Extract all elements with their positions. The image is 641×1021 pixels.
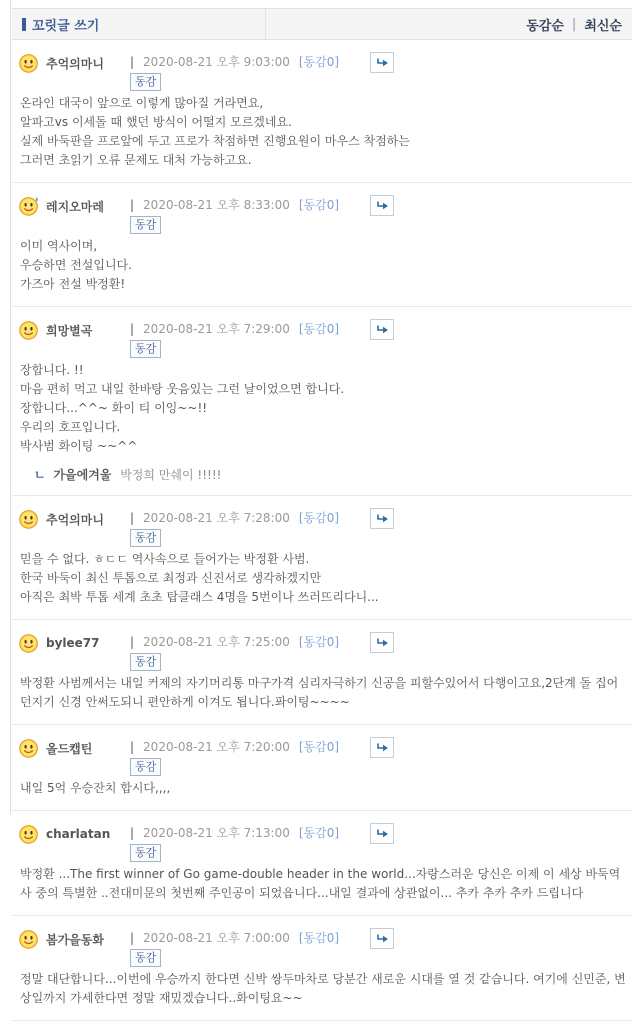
- comment-author[interactable]: 레지오마레: [46, 199, 104, 214]
- agree-count-label: [동감0]: [298, 635, 340, 649]
- meta-separator: |: [130, 930, 135, 945]
- smiley-sweat-icon: [18, 195, 40, 217]
- comment-date: 2020-08-21 오후 7:29:00: [143, 322, 290, 336]
- comment-date: 2020-08-21 오후 7:25:00: [143, 635, 290, 649]
- agree-button-row: [130, 216, 626, 234]
- comment-head: [18, 629, 626, 671]
- reply-arrow-icon: [376, 637, 389, 648]
- comment-date: 2020-08-21 오후 7:20:00: [143, 740, 290, 754]
- comment-author[interactable]: 추억의마니: [46, 512, 104, 527]
- meta-separator: |: [130, 54, 135, 69]
- agree-count-label: [동감0]: [298, 931, 340, 945]
- reply-arrow-icon: [376, 513, 389, 524]
- comment-author[interactable]: 올드캡틴: [46, 741, 93, 756]
- comment-identity: [18, 316, 130, 341]
- comment-identity: [18, 820, 130, 845]
- agree-count-label: [동감0]: [298, 198, 340, 212]
- agree-count-label: [동감0]: [298, 826, 340, 840]
- reply-button[interactable]: [370, 632, 394, 653]
- left-border-rule: [10, 0, 11, 814]
- comment-head: [18, 505, 626, 547]
- comment-header-bar: [12, 8, 632, 40]
- reply-arrow-icon: [376, 828, 389, 839]
- reply-arrow-icon: [376, 200, 389, 211]
- comment-text: 박정환 사범께서는 내일 커제의 자기머리통 마구가격 심리자극하기 신공을 피할수있어서 다행이고요,2단계 돌 집어던지기 신경 안써도되니 편안하게 이겨도 됩니다.퐈이팅~~~~: [20, 676, 619, 709]
- comment-date: 2020-08-21 오후 8:33:00: [143, 198, 290, 212]
- reply-button[interactable]: [370, 195, 394, 216]
- agree-button[interactable]: 동감: [130, 340, 161, 358]
- reply-author[interactable]: 가을에겨울: [53, 468, 112, 482]
- reply-button[interactable]: [370, 508, 394, 529]
- comment-head: [18, 925, 626, 967]
- agree-button-row: [130, 73, 626, 91]
- reply-button[interactable]: [370, 52, 394, 73]
- comment-item: [12, 811, 632, 916]
- agree-count-label: [동감0]: [298, 322, 340, 336]
- reply-indent-icon: ㄴ: [34, 468, 46, 482]
- comment-item: [12, 725, 632, 811]
- comment-text: 박정환 ...The first winner of Go game-double header in the world...자랑스러운 당신은 이제 이 세상 바둑역사 중의 특별한 ..전대미문의 첫번째 주인공이 되었읍니다...내일 결과에 상관없이... 추카 추카 추카 드립니다: [20, 867, 621, 900]
- comment-text: 믿을 수 없다. ㅎㄷㄷ 역사속으로 들어가는 박정환 사범. 한국 바둑이 최신 투톱으로 최정과 신진서로 생각하겠지만 아직은 최박 투톱 세계 초초 탑클래스 4명을 5번이나 쓰러뜨리다니...: [20, 552, 379, 604]
- comment-item: [12, 916, 632, 1021]
- reply-arrow-icon: [376, 742, 389, 753]
- comment-head: [18, 192, 626, 234]
- comment-item: [12, 40, 632, 183]
- meta-separator: |: [130, 634, 135, 649]
- agree-count-label: [동감0]: [298, 740, 340, 754]
- comment-head: [18, 734, 626, 776]
- comment-head: [18, 316, 626, 358]
- smiley-icon: [18, 928, 40, 950]
- comment-author[interactable]: 희망별곡: [46, 323, 93, 338]
- agree-button[interactable]: 동감: [130, 529, 161, 547]
- comment-identity: [18, 734, 130, 759]
- agree-button-row: [130, 529, 626, 547]
- comment-item: [12, 496, 632, 620]
- comment-identity: [18, 192, 130, 217]
- smiley-icon: [18, 737, 40, 759]
- agree-button-row: [130, 758, 626, 776]
- comment-identity: [18, 629, 130, 654]
- reply-button[interactable]: [370, 928, 394, 949]
- agree-button[interactable]: 동감: [130, 653, 161, 671]
- agree-button[interactable]: 동감: [130, 949, 161, 967]
- agree-button-row: [130, 949, 626, 967]
- sort-by-agree-link[interactable]: 동감순: [526, 18, 564, 34]
- agree-button-row: [130, 340, 626, 358]
- reply-button[interactable]: [370, 737, 394, 758]
- smiley-icon: [18, 52, 40, 74]
- meta-separator: |: [130, 510, 135, 525]
- agree-button[interactable]: 동감: [130, 758, 161, 776]
- comment-identity: [18, 925, 130, 950]
- agree-button[interactable]: 동감: [130, 216, 161, 234]
- reply-text: 박정희 만쉐이 !!!!!: [120, 468, 222, 482]
- meta-separator: |: [130, 739, 135, 754]
- comment-author[interactable]: 추억의마니: [46, 56, 104, 71]
- comment-text: 온라인 대국이 앞으로 이렇게 많아질 거라면요, 알파고vs 이세돌 때 했던 방식이 어떨지 모르겠네요. 실제 바둑판을 프로앞에 두고 프로가 착점하면 진행요원이 마우스 착점하는 그러면 초읽기 오류 문제도 대처 가능하고요.: [20, 96, 410, 167]
- agree-button-row: [130, 653, 626, 671]
- smiley-icon: [18, 508, 40, 530]
- write-comment-button[interactable]: [12, 9, 266, 39]
- sort-by-latest-link[interactable]: 최신순: [584, 18, 622, 34]
- agree-button[interactable]: 동감: [130, 73, 161, 91]
- reply-arrow-icon: [376, 57, 389, 68]
- reply-arrow-icon: [376, 324, 389, 335]
- comment-author[interactable]: charlatan: [46, 827, 111, 841]
- comment-date: 2020-08-21 오후 9:03:00: [143, 55, 290, 69]
- meta-separator: |: [130, 825, 135, 840]
- comment-author[interactable]: 봄가을동화: [46, 932, 104, 947]
- comment-identity: [18, 505, 130, 530]
- comment-reply: [34, 466, 626, 483]
- agree-button[interactable]: 동감: [130, 844, 161, 862]
- comment-item: [12, 307, 632, 496]
- agree-button-row: [130, 844, 626, 862]
- smiley-icon: [18, 319, 40, 341]
- smiley-icon: [18, 823, 40, 845]
- comment-date: 2020-08-21 오후 7:28:00: [143, 511, 290, 525]
- comment-section: [11, 0, 641, 1021]
- meta-separator: |: [130, 197, 135, 212]
- reply-arrow-icon: [376, 933, 389, 944]
- comment-text: 내일 5억 우승잔치 합시다,,,,: [20, 781, 171, 795]
- comment-head: [18, 820, 626, 862]
- comment-text: 이미 역사이며, 우승하면 전설입니다. 가즈아 전설 박정환!: [20, 239, 132, 291]
- sort-separator: |: [571, 16, 577, 32]
- comment-author[interactable]: bylee77: [46, 636, 100, 650]
- agree-count-label: [동감0]: [298, 55, 340, 69]
- reply-button[interactable]: [370, 823, 394, 844]
- comment-item: [12, 183, 632, 307]
- comment-item: [12, 620, 632, 725]
- write-comment-label[interactable]: 꼬릿글 쓰기: [32, 18, 100, 34]
- comment-text: 정말 대단합니다...이번에 우승까지 한다면 신박 쌍두마차로 당분간 새로운 시대를 열 것 같습니다. 여기에 신민준, 변상일까지 가세한다면 정말 재밌겠습니다..화이팅요~~: [20, 972, 626, 1005]
- comment-date: 2020-08-21 오후 7:00:00: [143, 931, 290, 945]
- title-accent-bar: [22, 18, 26, 31]
- comment-list: [12, 40, 632, 1021]
- comment-text: 장합니다. !! 마음 편히 먹고 내일 한바탕 웃음있는 그런 날이었으면 합니다. 장합니다...^^~ 화이 티 이잉~~!! 우리의 호프입니다. 박사범 화이팅 ~~^^: [20, 363, 345, 453]
- comment-date: 2020-08-21 오후 7:13:00: [143, 826, 290, 840]
- comment-identity: [18, 49, 130, 74]
- reply-button[interactable]: [370, 319, 394, 340]
- meta-separator: |: [130, 321, 135, 336]
- agree-count-label: [동감0]: [298, 511, 340, 525]
- smiley-icon: [18, 632, 40, 654]
- comment-head: [18, 49, 626, 91]
- sort-controls: [266, 9, 632, 39]
